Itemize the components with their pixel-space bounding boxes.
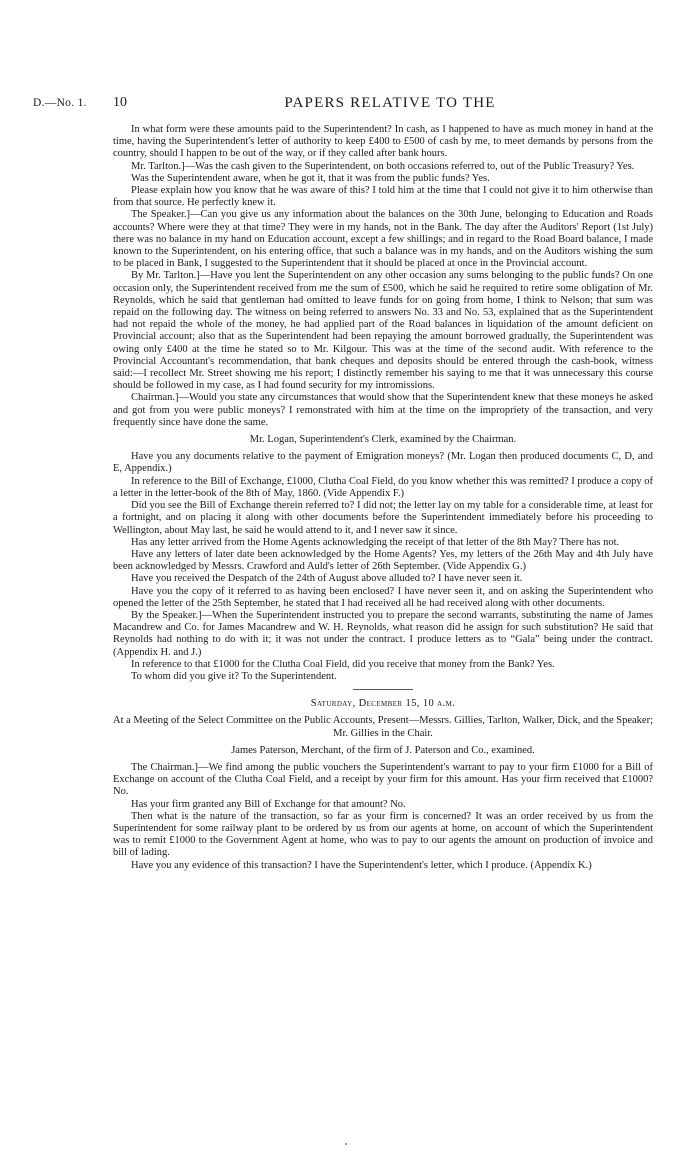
page-mark	[345, 1143, 347, 1145]
paragraph: Have any letters of later date been acknowledged by the Home Agents? Yes, my letters of the 26th May and 4th July have been acknowledged by Messrs. Crawford and Auld's letter of 26th September. (Vide Appendix G.)	[113, 548, 653, 573]
meeting-heading: At a Meeting of the Select Committee on the Public Accounts, Present—Messrs. Gillies, Tarlton, Walker, Dick, and the Speaker; Mr. Gillies in the Chair.	[113, 715, 654, 739]
section-heading: Mr. Logan, Superintendent's Clerk, examined by the Chairman.	[249, 434, 517, 446]
paragraph: The Speaker.]—Can you give us any information about the balances on the 30th June, belonging to Education and Roads accounts? Where were they at that time? They were in my hands, not in the Bank. The day after the Auditors' Report (1st July) there was no balance in my hand on Education account, except a few shillings; and in regard to the Road Board balance, I made known to the Superintendent, on his entering office, that such a balance was in my hands, and on the Auditors wishing the sum to be placed in Bank, I suggested to the Superintendent that it should be placed at once in the Provincial account.	[113, 209, 653, 270]
running-title: PAPERS RELATIVE TO THE	[284, 95, 496, 111]
section-divider	[353, 689, 413, 690]
paragraph: Have you received the Despatch of the 24th of August above alluded to? I have never seen it.	[131, 573, 523, 585]
paragraph: Please explain how you know that he was aware of this? I told him at the time that I could not give it to him otherwise than from that source. He perfectly knew it.	[113, 185, 653, 209]
paragraph: Have you the copy of it referred to as having been enclosed? I have never seen it, and on asking the Superintendent who opened the letter of the 25th September, he stated that I had received all he had received along with other documents.	[113, 585, 653, 609]
paragraph: In reference to that £1000 for the Clutha Coal Field, did you receive that money from the Bank? Yes.	[131, 658, 555, 670]
paragraph: Chairman.]—Would you state any circumstances that would show that the Superintendent knew that these moneys he asked and got from you were public moneys? I remonstrated with him at the time on the impropriety of the transaction, and very frequently since have done the same.	[113, 392, 653, 428]
page-number: 10	[113, 95, 127, 110]
paragraph: Mr. Tarlton.]—Was the cash given to the Superintendent, on both occasions referred to, out of the Public Treasury? Yes.	[131, 160, 635, 172]
paragraph: Has your firm granted any Bill of Exchange for that amount? No.	[131, 798, 406, 810]
witness-heading: James Paterson, Merchant, of the firm of J. Paterson and Co., examined.	[231, 744, 535, 756]
paragraph: By the Speaker.]—When the Superintendent instructed you to prepare the second warrants, substituting the name of James Macandrew and Co. for James Macandrew and W. H. Reynolds, what reason did he assign for such substitution? He said that Reynolds had nothing to do with it; it was not under the contract. I produce letters as to “Gala” being under the contract. (Appendix H. and J.)	[113, 609, 653, 658]
paragraph: Was the Superintendent aware, when he got it, that it was from the public funds? Yes.	[131, 172, 490, 184]
paragraph: In reference to the Bill of Exchange, £1000, Clutha Coal Field, do you know whether this was remitted? I produce a copy of a letter in the letter-book of the 8th of May, 1860. (Vide Appendix F.)	[113, 475, 653, 499]
paragraph: Have you any documents relative to the payment of Emigration moneys? (Mr. Logan then produced documents C, D, and E, Appendix.)	[113, 451, 653, 475]
paragraph: Has any letter arrived from the Home Agents acknowledging the receipt of that letter of the 8th May? There has not.	[131, 536, 620, 548]
date-heading: Saturday, December 15, 10 a.m.	[310, 698, 456, 710]
paragraph: Did you see the Bill of Exchange therein referred to? I did not; the letter lay on my table for a considerable time, at least for a fortnight, and on placing it along with other documents before the Superintendent immediately before his proceeding to Wellington, about May last, he said he would attend to it, and I never saw it since.	[113, 500, 653, 536]
document-reference: D.—No. 1.	[33, 97, 87, 109]
paragraph: The Chairman.]—We find among the public vouchers the Superintendent's warrant to pay to your firm £1000 for a Bill of Exchange on account of the Clutha Coal Field, and a receipt by your firm for this amount. Has your firm received that £1000? No.	[113, 761, 653, 798]
document-body	[113, 124, 653, 872]
paragraph: Have you any evidence of this transaction? I have the Superintendent's letter, which I produce. (Appendix K.)	[131, 859, 592, 871]
paragraph: By Mr. Tarlton.]—Have you lent the Superintendent on any other occasion any sums belonging to the public funds? On one occasion only, the Superintendent received from me the sum of £500, which he said he required to retire some obligation of Mr. Reynolds, which he said that gentleman had omitted to leave funds for on going from home, I think to Nelson; that sum was repaid on the following day. The witness on being referred to answers No. 33 and No. 53, explained that as the Superintendent had not repaid the whole of the money, he had applied part of the Road balances in liquidation of the amount deficient on Provincial account; also that as the Superintendent had been repaying the amount borrowed gradually, the Superintendent was owing only £400 at the time he stated so to Mr. Kilgour. This was at the time of the second audit. With reference to the Provincial Accountant's recommendation, that bank cheques and deposits should be entered through the cash-book, witness said:—I recollect Mr. Street showing me his report; I distinctly remember his saying to me that it was unnecessary this course should be followed in my case, as I had found security for my intromissions.	[113, 270, 653, 392]
paragraph: Then what is the nature of the transaction, so far as your firm is concerned? It was an order received by us from the Superintendent for some railway plant to be ordered by us from our agents at home, on account of which the Superintendent was to remit £1000 to the Government Agent at home, who was to pay to our agents the amount on production of invoice and bill of lading.	[113, 810, 653, 859]
paragraph: In what form were these amounts paid to the Superintendent? In cash, as I happened to have as much money in hand at the time, having the Superintendent's letter of authority to keep £400 to £500 of cash by me, to meet demands by persons from the country, should I happen to be out of the way, or if they called after bank hours.	[113, 124, 653, 160]
paragraph: To whom did you give it? To the Superintendent.	[131, 670, 337, 682]
page-header	[0, 95, 700, 115]
